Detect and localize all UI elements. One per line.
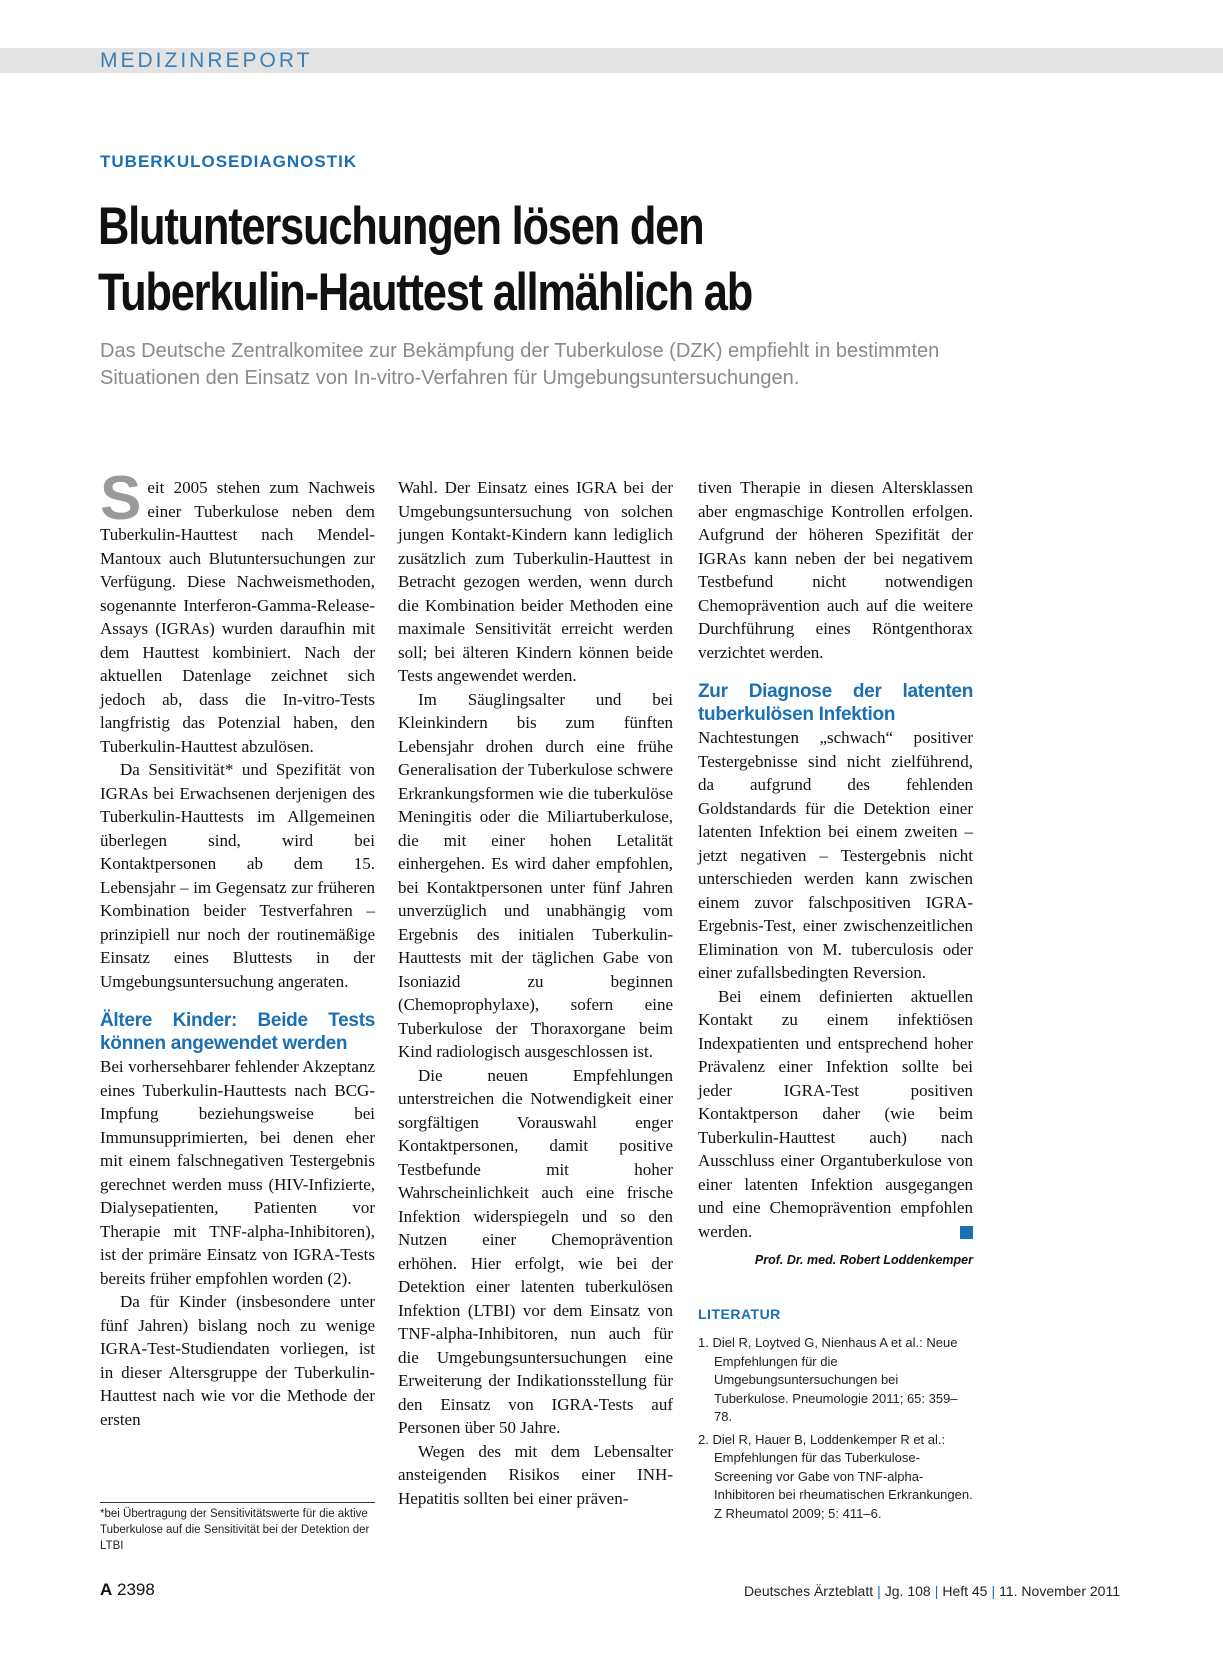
column-2 (398, 476, 673, 1510)
issue-date: 11. November 2011 (999, 1583, 1120, 1599)
end-mark-icon (960, 1226, 973, 1239)
page-number (100, 1580, 155, 1600)
footnote-rule (100, 1502, 375, 1503)
dropcap: S (100, 464, 142, 533)
author-byline: Prof. Dr. med. Robert Loddenkemper (754, 1253, 973, 1267)
volume: Jg. 108 (884, 1583, 931, 1599)
literature-item: 1. Diel R, Loytved G, Nienhaus A et al.: Neue Empfehlungen für die Umgebungsuntersuchungen bei Tuberkulose. Pneumologie 2011; 65: 359–78. (698, 1335, 958, 1424)
column-1 (100, 464, 375, 1431)
paragraph-9: tiven Therapie in diesen Altersklassen aber engmaschige Kontrollen erfolgen. Aufgrund der höheren Spezifität der IGRAs kann neben der bei negativem Testbefund nicht notwendigen Chemoprävention auch auf die weitere Durchführung eines Röntgenthorax verzichtet werden. (698, 478, 973, 662)
paragraph-11-text: Bei einem definierten aktuellen Kontakt zu einem infektiösen Indexpatienten und entsprechend hoher Prävalenz einer Infektion sollte bei jeder IGRA-Test positiven Kontaktperson daher (wie beim Tuberkulin-Hauttest auch) nach Ausschluss einer Organtuberkulose von einer latenten Infektion ausgegangen und eine Chemoprävention empfohlen werden. (698, 986, 973, 1241)
headline (98, 194, 918, 326)
paragraph-5: Wahl. Der Einsatz eines IGRA bei der Umgebungsuntersuchung von solchen jungen Kontakt-Kindern kann lediglich zusätzlich zum Tuberkulin-Hauttest in Betracht gezogen werden, wenn durch die Kombination beider Methoden eine maximale Sensitivität erreicht werden soll; bei älteren Kindern können beide Tests angewendet werden. (398, 478, 673, 685)
paragraph-2: Da Sensitivität* und Spezifität von IGRAs bei Erwachsenen derjenigen des Tuberkulin-Hauttests im Allgemeinen überlegen sind, wird bei Kontaktpersonen ab dem 15. Lebensjahr – im Gegensatz zur früheren Kombination beider Testverfahren – prinzipiell nur noch der routinemäßige Einsatz eines Bluttests in der Umgebungsuntersuchung angeraten. (100, 760, 375, 991)
lead-paragraph: Das Deutsche Zentralkomitee zur Bekämpfung der Tuberkulose (DZK) empfiehlt in bestimmten Situationen den Einsatz von In-vitro-Verfahren für Umgebungsuntersuchungen. (100, 340, 940, 389)
separator: | (877, 1583, 881, 1599)
literature-list (698, 1334, 973, 1523)
headline-line-2: Tuberkulin-Hauttest allmählich ab (98, 263, 753, 322)
paragraph-7: Die neuen Empfehlungen unterstreichen die Notwendigkeit einer sorgfältigen Vorauswahl enger Kontaktpersonen, damit positive Testbefunde mit hoher Wahrscheinlichkeit auch eine frische Infektion widerspiegeln und so den Nutzen einer Chemoprävention erhöhen. Hier erfolgt, wie bei der Detektion einer latenten tuberkulösen Infektion (LTBI) vor dem Einsatz von TNF-alpha-Inhibitoren, nun auch für die Umgebungsuntersuchungen eine Erweiterung der Indikationsstellung für den Einsatz von IGRA-Tests auf Personen über 50 Jahre. (398, 1065, 673, 1437)
column-3 (698, 476, 973, 1527)
paragraph-6: Im Säuglingsalter und bei Kleinkindern bis zum fünften Lebensjahr drohen durch eine frühe Generalisation der Tuberkulose schwere Erkrankungsformen wie die tuberkulöse Meningitis oder die Miliartuberkulose, die mit einer hohen Letalität einhergehen. Es wird daher empfohlen, bei Kontaktpersonen unter fünf Jahren unverzüglich und unabhängig vom Ergebnis des initialen Tuberkulin-Hauttests mit der täglichen Gabe von Isoniazid zu beginnen (Chemoprophylaxe), sofern eine Tuberkulose der Thoraxorgane beim Kind radiologisch ausgeschlossen ist. (398, 689, 673, 1061)
separator: | (991, 1583, 996, 1599)
page-prefix: A (100, 1580, 113, 1599)
paragraph-4: Da für Kinder (insbesondere unter fünf Jahren) bislang noch zu wenige IGRA-Test-Studiendaten vorliegen, ist in dieser Altersgruppe der Tuberkulin-Hauttest nach wie vor die Methode der ersten (100, 1292, 375, 1429)
footer-citation (744, 1583, 1120, 1599)
literature-item: 2. Diel R, Hauer B, Loddenkemper R et al.: Empfehlungen für das Tuberkulose-Screening vor Gabe von TNF-alpha-Inhibitoren bei rheumatischen Erkrankungen. Z Rheumatol 2009; 5: 411–6. (698, 1431, 973, 1521)
paragraph-8: Wegen des mit dem Lebensalter ansteigenden Risikos einer INH-Hepatitis sollten bei einer präven- (398, 1441, 673, 1508)
paragraph-intro (100, 464, 375, 758)
paragraph-11 (698, 985, 973, 1244)
page-number-value: 2398 (117, 1580, 155, 1599)
paragraph-3: Bei vorhersehbarer fehlender Akzeptanz eines Tuberkulin-Hauttests nach BCG-Impfung beziehungsweise bei Immunsupprimierten, bei denen eher mit einem falschnegativen Testergebnis gerechnet werden muss (HIV-Infizierte, Dialysepatienten, Patienten vor Therapie mit TNF-alpha-Inhibitoren), ist der primäre Einsatz von IGRA-Tests bereits früher empfohlen worden (2). (100, 1057, 375, 1288)
subhead-latent-infection: Zur Diagnose der latenten tuberkulösen Infektion (698, 681, 973, 725)
paragraph-10: Nachtestungen „schwach“ positiver Testergebnisse sind nicht zielführend, da aufgrund des fehlenden Goldstandards für die Detektion einer latenten Infektion bei einem zweiten – jetzt negativen – Testergebnis nicht unterschieden werden kann zwischen einem zuvor falschpositiven IGRA-Ergebnis-Test, einer zwischenzeitlichen Elimination von M. tuberculosis oder einer zufallsbedingten Reversion. (698, 728, 973, 982)
literature-heading: LITERATUR (698, 1305, 781, 1322)
paragraph-1-text: eit 2005 stehen zum Nachweis einer Tuberkulose neben dem Tuberkulin-Hauttest nach Mendel-Mantoux auch Blutuntersuchungen zur Verfügung. Diese Nachweismethoden, sogenannte Interferon-Gamma-Release-Assays (IGRAs) wurden daraufhin mit dem Hauttest kombiniert. Nach der aktuellen Datenlage zeichnet sich jedoch ab, dass die In-vitro-Tests langfristig das Potenzial haben, den Tuberkulin-Hauttest abzulösen. (100, 478, 375, 756)
headline-line-1: Blutuntersuchungen lösen den (98, 197, 704, 256)
section-label: MEDIZINREPORT (100, 49, 313, 72)
issue: Heft 45 (942, 1583, 988, 1599)
journal-name: Deutsches Ärzteblatt (743, 1583, 874, 1599)
kicker: TUBERKULOSEDIAGNOSTIK (100, 152, 358, 171)
subhead-older-children: Ältere Kinder: Beide Tests können angewendet werden (100, 1010, 375, 1054)
separator: | (934, 1583, 939, 1599)
footnote: *bei Übertragung der Sensitivitätswerte für die aktive Tuberkulose auf die Sensitivität bei der Detektion der LTBI (100, 1508, 370, 1552)
